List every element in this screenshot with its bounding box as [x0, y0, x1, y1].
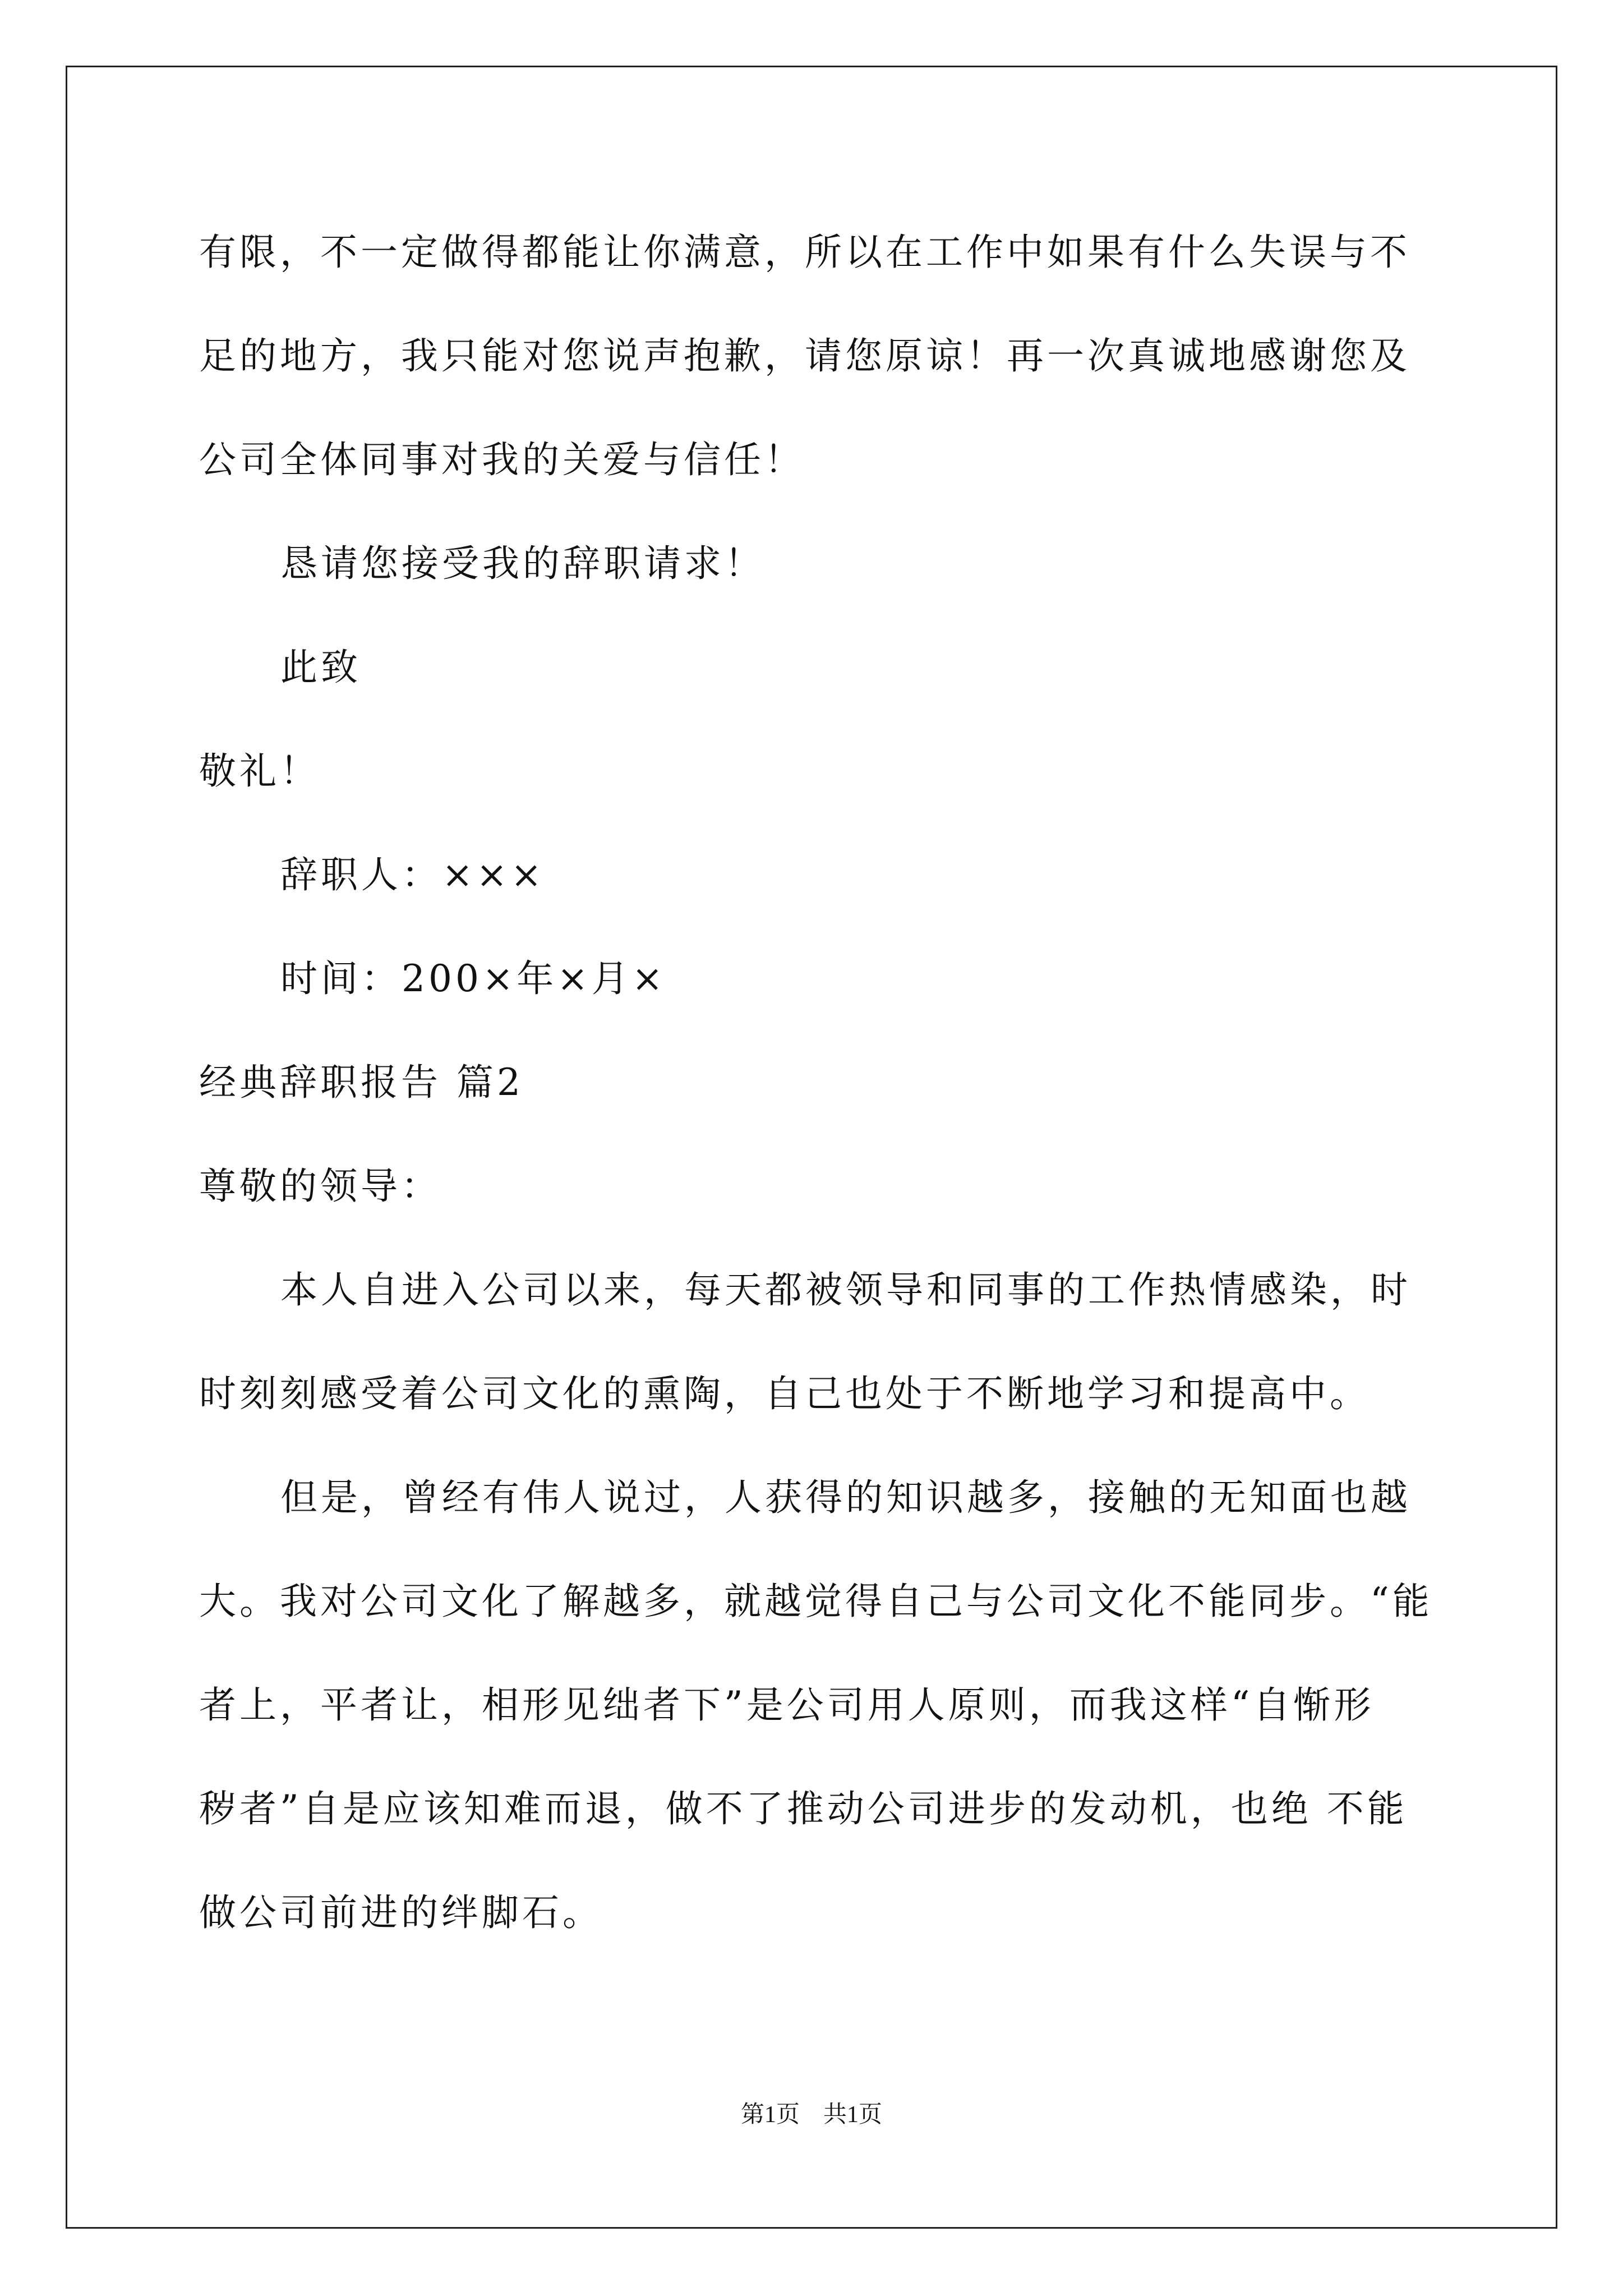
- greeting: 尊敬的领导：: [199, 1165, 441, 1208]
- body-line-2: 足的地方，我只能对您说声抱歉，请您原谅！再一次真诚地感谢您及: [199, 334, 1410, 378]
- closing-salutation: 此致: [280, 646, 361, 689]
- body-line-1: 有限，不一定做得都能让你满意，所以在工作中如果有什么失误与不: [199, 231, 1410, 274]
- body-line-16: 秽者”自是应该知难而退，做不了推动公司进步的发动机，也绝 不能: [199, 1787, 1408, 1830]
- section-heading: 经典辞职报告 篇2: [199, 1061, 524, 1104]
- body-line-3: 公司全体同事对我的关爱与信任！: [199, 438, 805, 481]
- signature-line: 辞职人：×××: [280, 853, 545, 896]
- body-line-17: 做公司前进的绊脚石。: [199, 1891, 603, 1934]
- body-line-13: 但是，曾经有伟人说过，人获得的知识越多，接触的无知面也越: [280, 1476, 1411, 1519]
- body-line-11: 本人自进入公司以来，每天都被领导和同事的工作热情感染，时: [280, 1268, 1411, 1312]
- page-number-footer: 第1页 共1页: [740, 2102, 882, 2128]
- closing-respect: 敬礼！: [199, 749, 320, 793]
- body-line-15: 者上，平者让，相形见绌者下”是公司用人原则，而我这样“自惭形: [199, 1683, 1375, 1727]
- body-line-4: 恳请您接受我的辞职请求！: [280, 542, 765, 585]
- body-line-14: 大。我对公司文化了解越多，就越觉得自己与公司文化不能同步。“能: [199, 1580, 1433, 1623]
- date-line: 时间：200×年×月×: [280, 957, 666, 1000]
- body-line-12: 时刻刻感受着公司文化的熏陶，自己也处于不断地学习和提高中。: [199, 1372, 1370, 1415]
